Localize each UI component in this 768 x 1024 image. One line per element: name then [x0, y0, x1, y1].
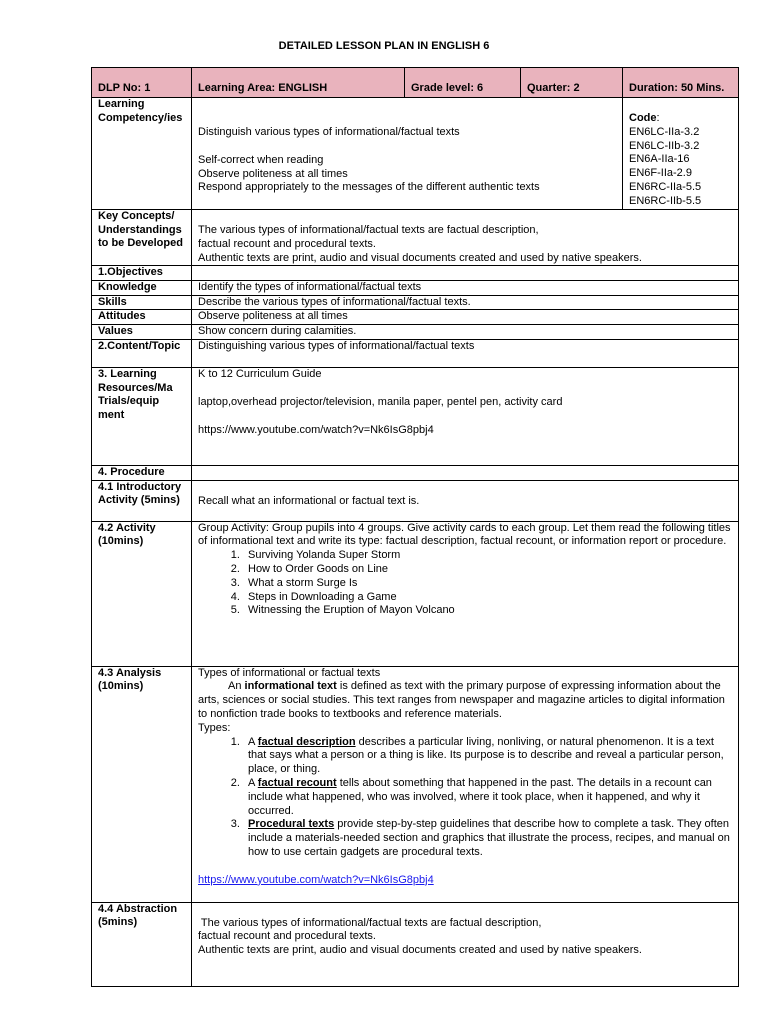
type-description: describes a particular living, nonliving, or natural phenomenon. It is a text that says what a person or a thing is like. Its purpose is to describe and reveal a particular person, place, or thing. [248, 735, 724, 776]
content-label: 2.Content/Topic [92, 340, 192, 368]
abstraction-row [92, 902, 739, 986]
skills-label: Skills [92, 295, 192, 310]
code-item: EN6A-IIa-16 [629, 153, 690, 166]
list-item: 2. How to Order Goods on Line [243, 563, 732, 577]
objectives-row [92, 266, 739, 281]
activity-text: Group Activity: Group pupils into 4 groups. Give activity cards to each group. Let them read the following titles of informational text and write its type: factual description, factual recount, or information report or procedure. [198, 521, 731, 548]
factual-description-term: factual description [257, 735, 356, 748]
key-concepts-label: Key Concepts/ Understandings to be Developed [92, 210, 192, 266]
factual-recount-term: factual recount [257, 776, 337, 789]
resource-url: https://www.youtube.com/watch?v=Nk6IsG8pbj4 [198, 423, 434, 436]
code-item: EN6F-IIa-2.9 [629, 167, 692, 180]
types-label: Types: [198, 721, 231, 734]
knowledge-label: Knowledge [92, 280, 192, 295]
key-concept-line: The various types of informational/factual texts are factual description, [198, 224, 539, 236]
abstraction-label: 4.4 Abstraction (5mins) [92, 902, 192, 986]
code-item: EN6LC-IIa-3.2 [629, 125, 700, 138]
learning-area: Learning Area: ENGLISH [192, 68, 405, 98]
analysis-an: An [228, 680, 245, 693]
analysis-row [92, 666, 739, 902]
code-heading [629, 112, 732, 126]
competency-line: Self-correct when reading [198, 153, 324, 166]
resources-row [92, 368, 739, 466]
list-item: 4. Steps in Downloading a Game [243, 591, 732, 605]
analysis-heading: Types of informational or factual texts [198, 666, 381, 679]
procedural-texts-term: Procedural texts [248, 818, 335, 831]
video-link[interactable]: https://www.youtube.com/watch?v=Nk6IsG8pbj4 [198, 873, 434, 886]
list-item: 3. What a storm Surge Is [243, 577, 732, 591]
knowledge-row [92, 280, 739, 295]
header-row [92, 68, 739, 98]
lesson-plan-table [91, 67, 739, 987]
values-text: Show concern during calamities. [192, 325, 739, 340]
type-description: tells about something that happened in the past. The details in a recount can include what happened, who was involved, where it took place, when it happened, and why it occurred. [248, 776, 712, 817]
list-item [243, 777, 732, 818]
content-row [92, 340, 739, 368]
activity-list [198, 549, 732, 618]
code-cell [623, 98, 739, 210]
type-prefix: A [248, 776, 258, 789]
duration: Duration: 50 Mins. [623, 68, 739, 98]
analysis-definition: is defined as text with the primary purpose of expressing information about the arts, sciences or social studies. This text ranges from newspaper and magazine articles to digital information to nonfiction trade books to textbooks and reference materials. [198, 680, 725, 720]
procedure-label: 4. Procedure [92, 466, 192, 481]
key-concept-line: Authentic texts are print, audio and visual documents created and used by native speakers. [198, 251, 642, 264]
competency-label: Learning Competency/ies [92, 98, 192, 210]
list-item [243, 818, 732, 859]
values-row [92, 325, 739, 340]
code-colon: : [656, 112, 660, 124]
competency-line: Respond appropriately to the messages of the different authentic texts [198, 181, 540, 194]
activity-label: 4.2 Activity (10mins) [92, 521, 192, 666]
competency-line: Observe politeness at all times [198, 167, 348, 180]
attitudes-text: Observe politeness at all times [192, 310, 739, 325]
types-list [198, 736, 732, 860]
informational-text-term: informational text [244, 680, 337, 693]
quarter: Quarter: 2 [521, 68, 623, 98]
intro-row [92, 480, 739, 521]
values-label: Values [92, 325, 192, 340]
abstraction-line: factual recount and procedural texts. [198, 930, 376, 943]
objectives-label: 1.Objectives [92, 266, 192, 281]
grade-level: Grade level: 6 [405, 68, 521, 98]
activity-row [92, 521, 739, 666]
key-concept-line: factual recount and procedural texts. [198, 237, 376, 250]
page-title: DETAILED LESSON PLAN IN ENGLISH 6 [278, 40, 490, 52]
resources-text [192, 368, 739, 466]
key-concepts-row [92, 210, 739, 266]
code-item: EN6RC-IIb-5.5 [629, 194, 702, 207]
procedure-row [92, 466, 739, 481]
competency-line: Distinguish various types of informational/factual texts [198, 126, 460, 138]
knowledge-text: Identify the types of informational/factual texts [192, 280, 739, 295]
content-text: Distinguishing various types of informational/factual texts [192, 340, 739, 368]
abstraction-line: Authentic texts are print, audio and visual documents created and used by native speakers. [198, 944, 642, 957]
list-item [243, 736, 732, 777]
type-description: provide step-by-step guidelines that describe how to complete a task. They often include a materials-needed section and graphics that illustrate the process, recipes, and manual on how to use certain gadgets are procedural texts. [248, 818, 730, 858]
attitudes-row [92, 310, 739, 325]
key-concepts-text [192, 210, 739, 266]
list-item: 1. Surviving Yolanda Super Storm [243, 549, 732, 563]
competency-text [192, 98, 623, 210]
type-prefix: A [248, 735, 258, 748]
skills-text: Describe the various types of informational/factual texts. [192, 295, 739, 310]
skills-row [92, 295, 739, 310]
intro-label: 4.1 Introductory Activity (5mins) [92, 480, 192, 521]
resource-line: K to 12 Curriculum Guide [198, 368, 322, 381]
analysis-paragraph [198, 680, 732, 721]
resources-label: 3. Learning Resources/Ma Trials/equip ment [92, 368, 192, 466]
analysis-label: 4.3 Analysis (10mins) [92, 666, 192, 902]
dlp-number: DLP No: 1 [92, 68, 192, 98]
list-item: 5. Witnessing the Eruption of Mayon Volcano [243, 604, 732, 618]
competency-row [92, 98, 739, 210]
attitudes-label: Attitudes [92, 310, 192, 325]
intro-text: Recall what an informational or factual text is. [198, 494, 420, 507]
resource-line: laptop,overhead projector/television, manila paper, pentel pen, activity card [198, 395, 563, 408]
code-item: EN6RC-IIa-5.5 [629, 180, 702, 193]
code-item: EN6LC-IIb-3.2 [629, 139, 700, 152]
code-label: Code [629, 112, 657, 124]
abstraction-line: The various types of informational/factual texts are factual description, [198, 916, 542, 929]
